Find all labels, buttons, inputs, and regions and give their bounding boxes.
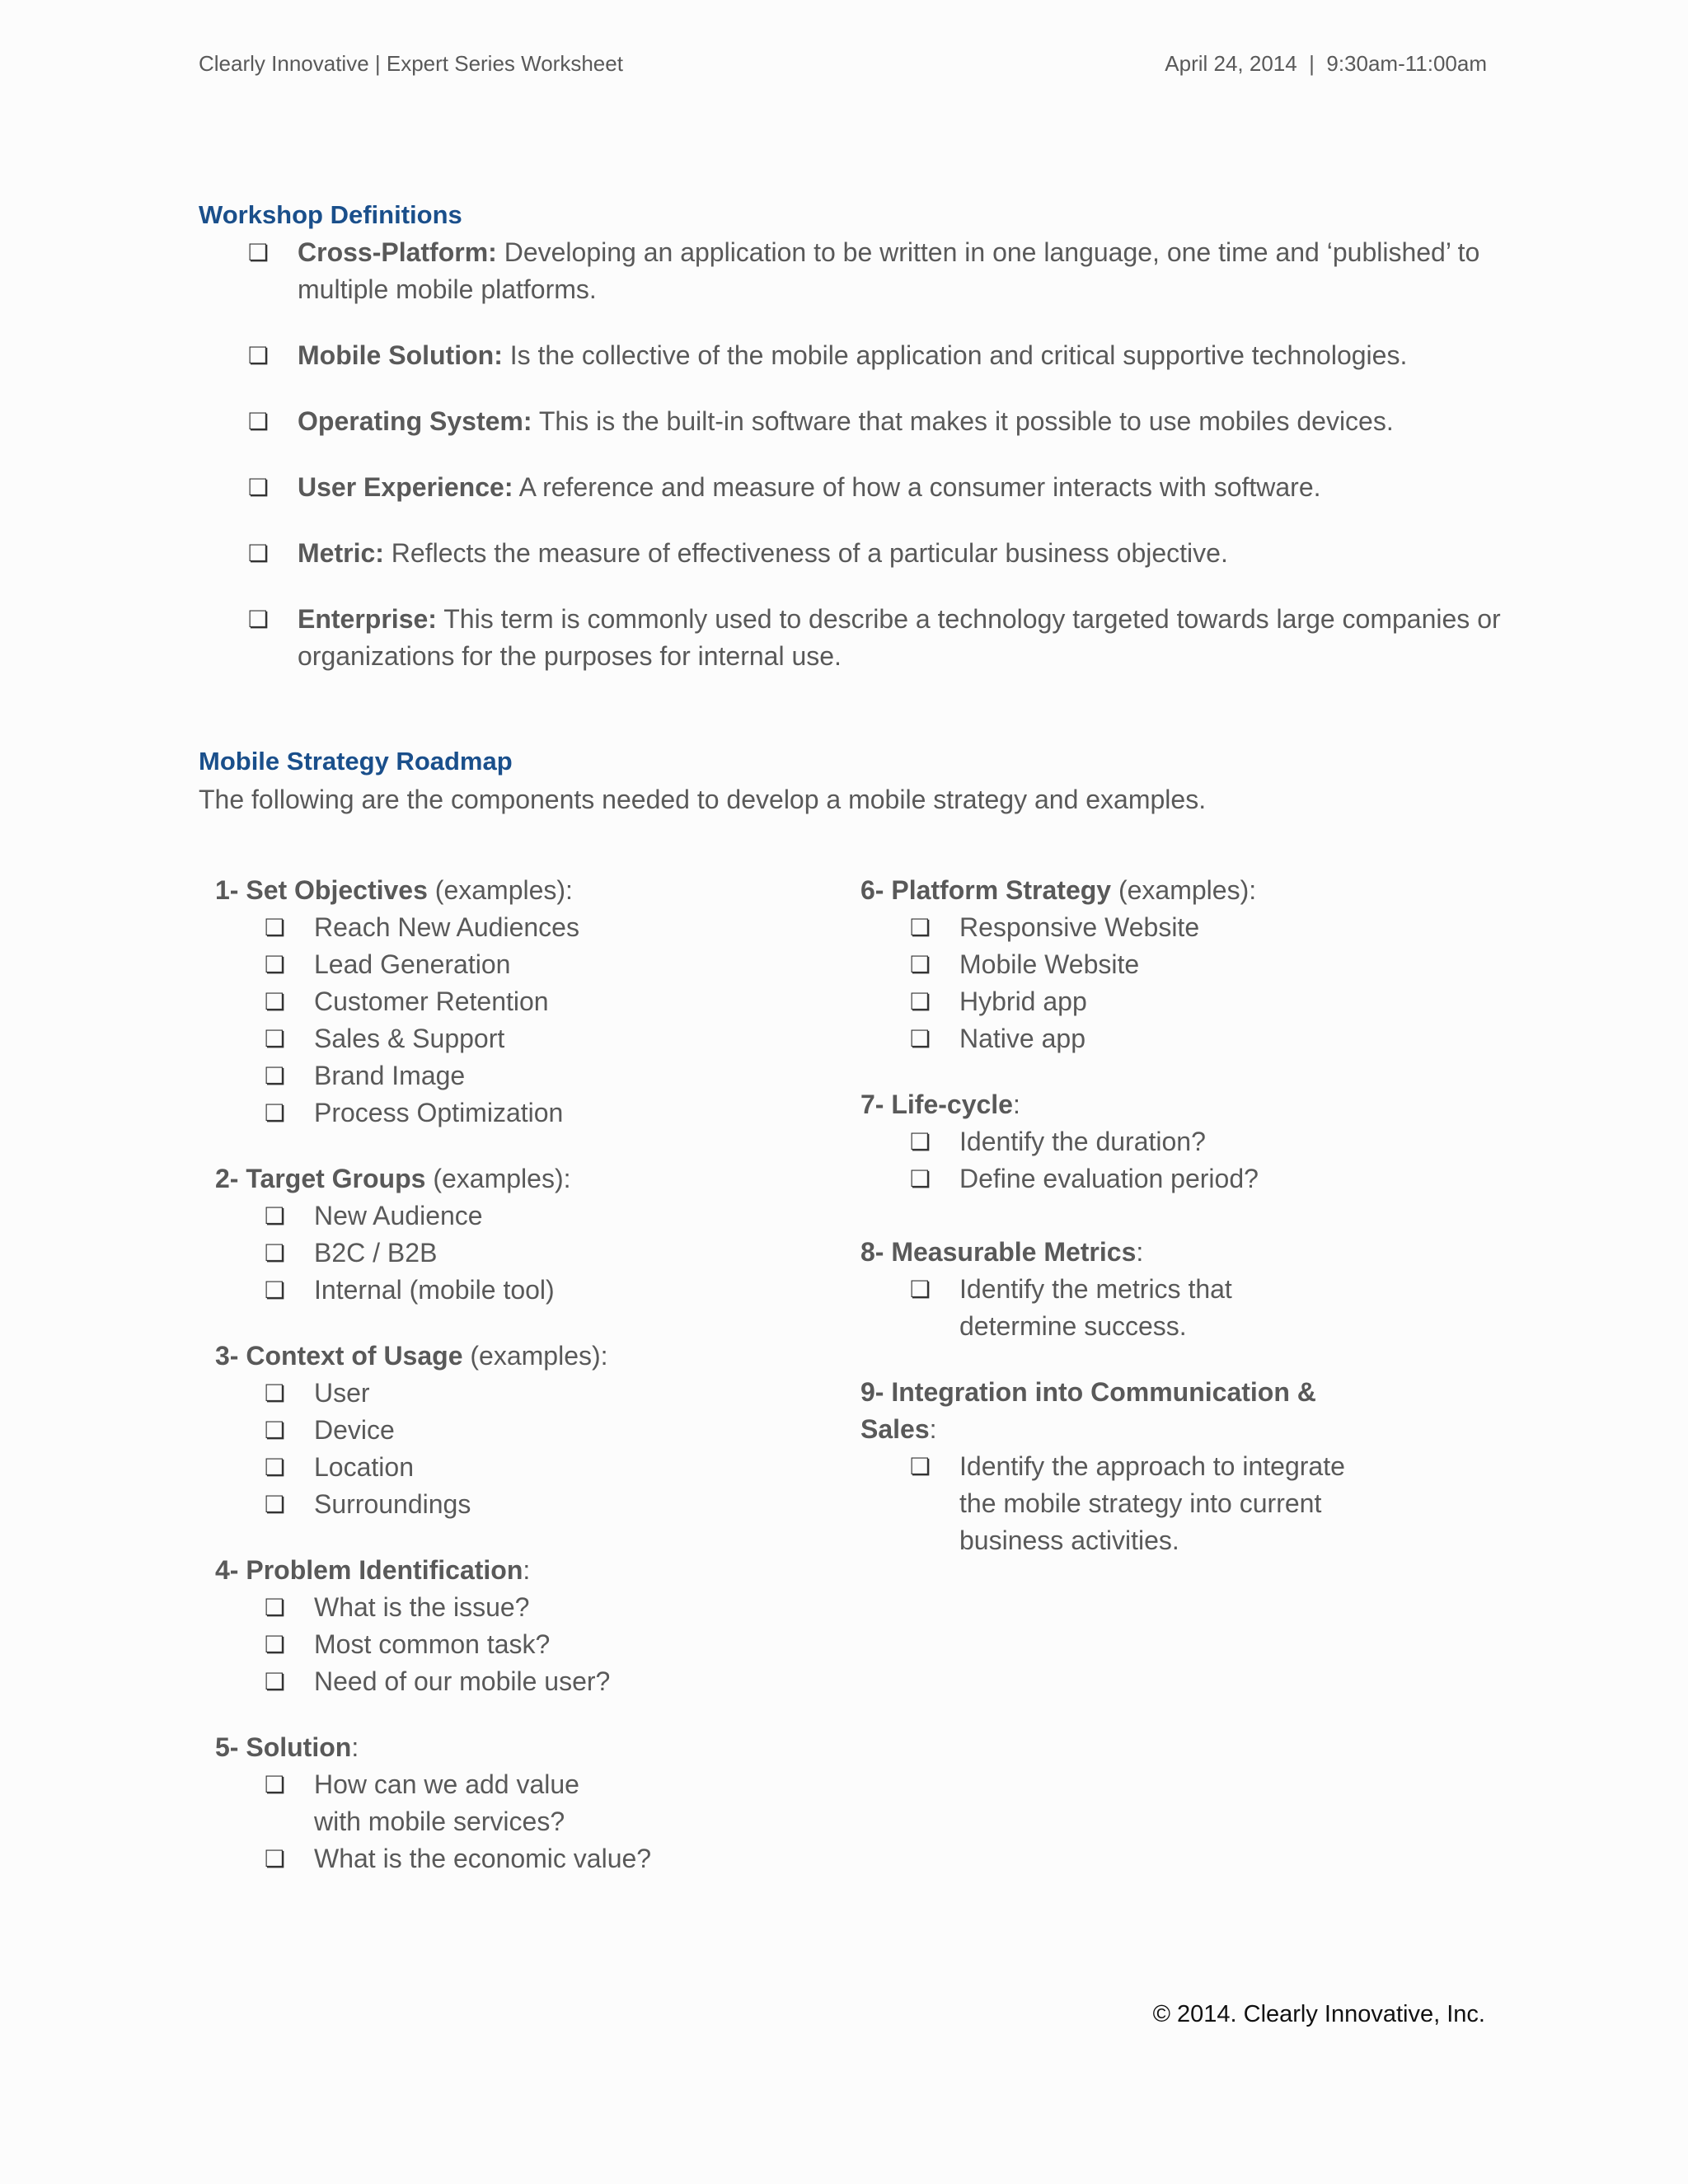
list-item: ❏ Brand Image [215,1057,710,1094]
checkbox-icon: ❏ [910,1165,931,1193]
checkbox-icon: ❏ [265,1631,286,1658]
step-suffix: (examples): [1111,875,1257,905]
step-heading [860,872,1404,909]
checkbox-icon: ❏ [248,408,270,435]
checkbox-icon: ❏ [910,1276,931,1303]
checkbox-icon: ❏ [265,1380,286,1407]
list-item: ❏ How can we add value with mobile services? [215,1766,586,1840]
list-item: ❏ Surroundings [215,1486,710,1523]
checkbox-icon: ❏ [248,474,270,501]
roadmap-step [215,1160,710,1309]
list-item: ❏ Location [215,1449,710,1486]
definition-term: Mobile Solution: [298,340,503,370]
checkbox-icon: ❏ [265,1594,286,1621]
step-items [860,1271,1404,1345]
step-heading [215,1729,710,1766]
checkbox-icon: ❏ [265,951,286,978]
roadmap-right-column [860,872,1404,1588]
checkbox-icon: ❏ [265,1845,286,1872]
checkbox-icon: ❏ [265,988,286,1015]
list-item: ❏ Identify the approach to integrate the mobile strategy into current business activities. [860,1448,1372,1559]
step-heading [215,1552,710,1589]
header-title: Clearly Innovative | Expert Series Worksheet [199,51,623,76]
definition-term: Operating System: [298,406,532,436]
checkbox-icon: ❏ [265,1417,286,1444]
roadmap-heading: Mobile Strategy Roadmap [199,747,513,776]
list-item: ❏ Internal (mobile tool) [215,1272,710,1309]
step-title: 7- Life-cycle [860,1090,1013,1119]
list-item: ❏ Reach New Audiences [215,909,710,946]
checkbox-icon: ❏ [910,988,931,1015]
definitions-heading: Workshop Definitions [199,200,462,229]
step-heading [215,1160,710,1197]
definition-item [199,535,1501,572]
list-item: ❏ Responsive Website [860,909,1404,946]
definition-term: User Experience: [298,472,513,502]
checkbox-icon: ❏ [265,1062,286,1090]
roadmap-step [860,1374,1404,1559]
roadmap-left-column [215,872,710,1906]
step-suffix: : [929,1414,937,1444]
definition-item [199,403,1501,440]
step-items [860,909,1404,1057]
checkbox-icon: ❏ [248,540,270,567]
checkbox-icon: ❏ [910,1025,931,1052]
definition-text: This is the built-in software that makes it possible to use mobiles devices. [538,406,1394,436]
checkbox-icon: ❏ [248,342,270,369]
roadmap-step [860,1086,1404,1197]
checkbox-icon: ❏ [265,1668,286,1695]
checkbox-icon: ❏ [265,1277,286,1304]
step-title: 9- Integration into Communication & Sales [860,1377,1316,1444]
checkbox-icon: ❏ [910,951,931,978]
list-item: ❏ Customer Retention [215,983,710,1020]
list-item: ❏ Identify the duration? [860,1123,1404,1160]
list-item: ❏ Need of our mobile user? [215,1663,710,1700]
checkbox-icon: ❏ [910,914,931,941]
step-title: 6- Platform Strategy [860,875,1112,905]
list-item: ❏ User [215,1375,710,1412]
list-item: ❏ Most common task? [215,1626,710,1663]
roadmap-step [215,1552,710,1700]
checkbox-icon: ❏ [248,606,270,633]
list-item: ❏ Process Optimization [215,1094,710,1132]
step-heading [215,872,710,909]
list-item: ❏ B2C / B2B [215,1235,710,1272]
checkbox-icon: ❏ [265,914,286,941]
step-items [215,1766,710,1877]
list-item: ❏ Hybrid app [860,983,1404,1020]
checkbox-icon: ❏ [265,1240,286,1267]
definition-item [199,234,1501,308]
list-item: ❏ Native app [860,1020,1404,1057]
definition-item [199,337,1501,374]
definition-item [199,601,1501,675]
step-title: 5- Solution [215,1732,352,1762]
checkbox-icon: ❏ [265,1025,286,1052]
list-item: ❏ New Audience [215,1197,710,1235]
roadmap-step [215,872,710,1132]
step-heading [215,1338,710,1375]
checkbox-icon: ❏ [265,1099,286,1127]
step-suffix: (examples): [462,1341,608,1371]
checkbox-icon: ❏ [248,239,270,266]
copyright-footer: © 2014. Clearly Innovative, Inc. [1152,2001,1485,2027]
step-title: 8- Measurable Metrics [860,1237,1137,1267]
header-date-time: April 24, 2014 | 9:30am-11:00am [1165,51,1487,76]
definition-term: Enterprise: [298,604,437,634]
roadmap-intro: The following are the components needed to develop a mobile strategy and examples. [199,785,1207,814]
checkbox-icon: ❏ [265,1202,286,1230]
list-item: ❏ Device [215,1412,710,1449]
step-items [860,1448,1404,1559]
step-suffix: : [1012,1090,1020,1119]
step-title: 2- Target Groups [215,1164,426,1193]
definitions-list [199,234,1501,704]
list-item: ❏ Lead Generation [215,946,710,983]
list-item: ❏ What is the economic value? [215,1840,710,1877]
list-item: ❏ Identify the metrics that determine success. [860,1271,1306,1345]
step-suffix: : [351,1732,359,1762]
step-suffix: : [1136,1237,1144,1267]
definition-text: Is the collective of the mobile application and critical supportive technologies. [509,340,1408,370]
roadmap-step [860,872,1404,1057]
step-heading [860,1234,1404,1271]
roadmap-step [215,1338,710,1523]
step-suffix: (examples): [427,875,573,905]
step-suffix: (examples): [425,1164,571,1193]
checkbox-icon: ❏ [910,1453,931,1480]
roadmap-step [860,1234,1404,1345]
step-title: 3- Context of Usage [215,1341,463,1371]
step-items [860,1123,1404,1197]
definition-item [199,469,1501,506]
definition-text: Reflects the measure of effectiveness of a particular business objective. [391,538,1228,568]
step-title: 1- Set Objectives [215,875,428,905]
step-items [215,1589,710,1700]
definition-text: A reference and measure of how a consumer interacts with software. [518,472,1321,502]
list-item: ❏ Sales & Support [215,1020,710,1057]
checkbox-icon: ❏ [265,1491,286,1518]
step-items [215,1375,710,1523]
definition-text: This term is commonly used to describe a technology targeted towards large companies or organizations for the purposes for internal use. [298,604,1501,671]
definition-term: Cross-Platform: [298,237,497,267]
checkbox-icon: ❏ [910,1128,931,1155]
step-items [215,1197,710,1309]
step-heading [860,1374,1339,1448]
step-items [215,909,710,1132]
list-item: ❏ What is the issue? [215,1589,710,1626]
list-item: ❏ Mobile Website [860,946,1404,983]
list-item: ❏ Define evaluation period? [860,1160,1404,1197]
roadmap-step [215,1729,710,1877]
checkbox-icon: ❏ [265,1771,286,1798]
definition-term: Metric: [298,538,384,568]
step-heading [860,1086,1404,1123]
definition-text: Developing an application to be written in one language, one time and ‘published’ to multiple mobile platforms. [298,237,1480,304]
step-title: 4- Problem Identification [215,1555,523,1585]
checkbox-icon: ❏ [265,1454,286,1481]
step-suffix: : [523,1555,531,1585]
